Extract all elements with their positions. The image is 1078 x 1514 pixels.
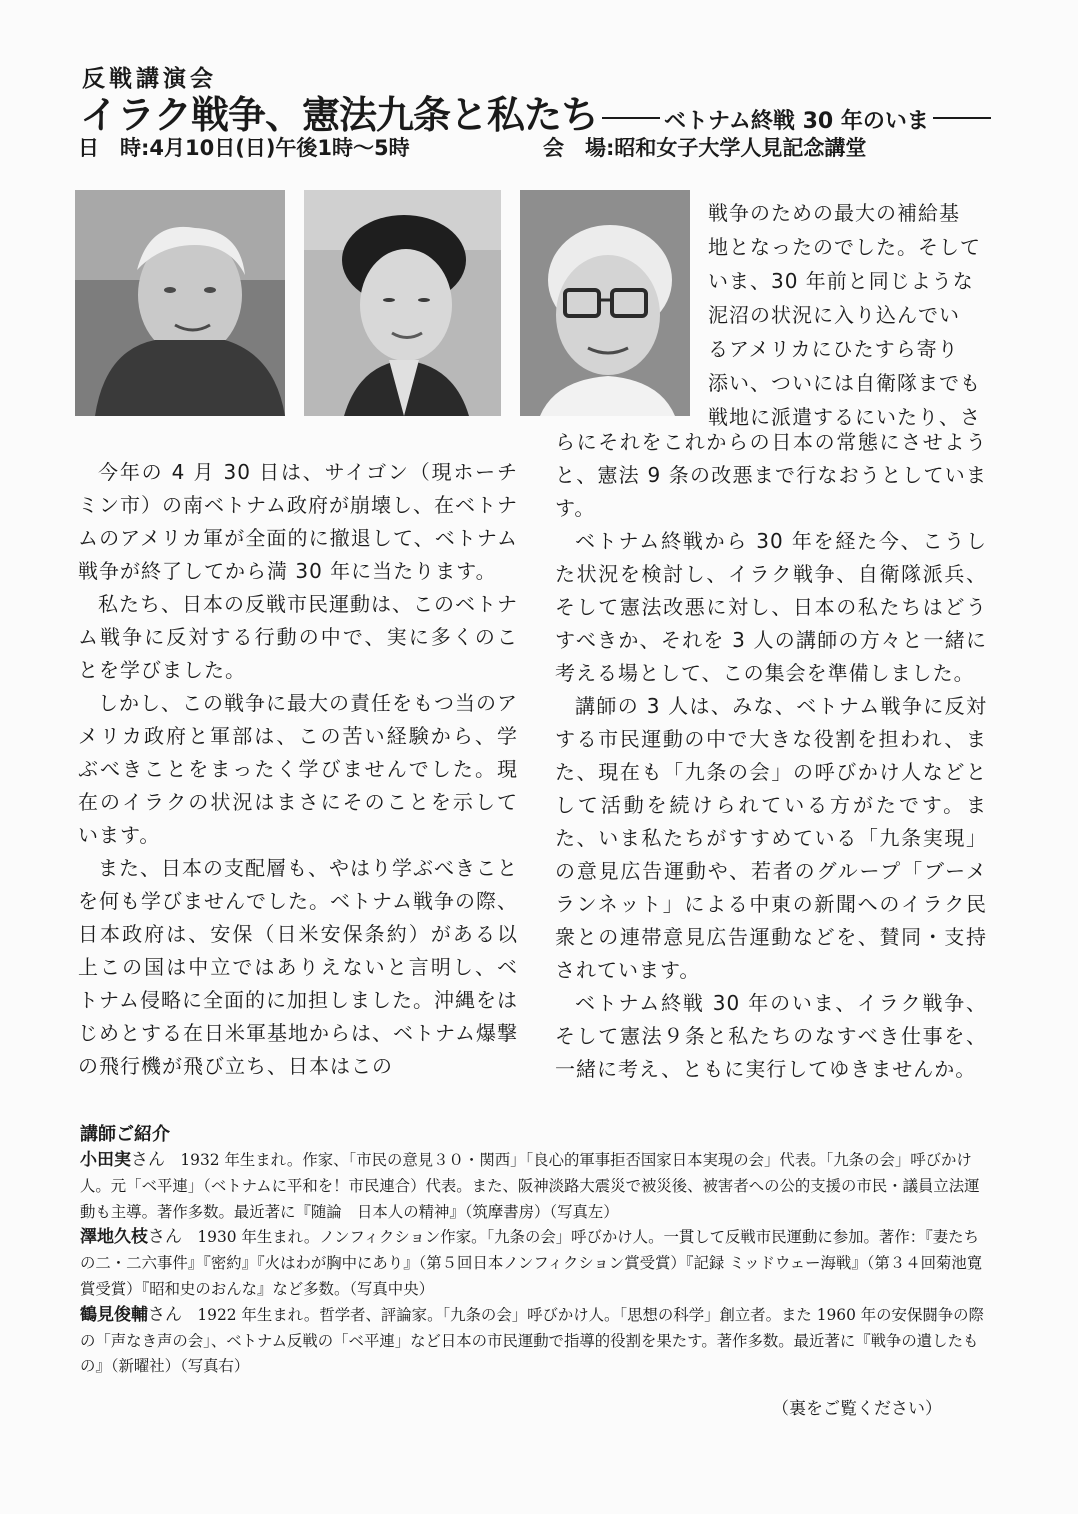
right-paragraph: ベトナム終戦から 30 年を経た今、こうした状況を検討し、イラク戦争、自衛隊派兵、そして憲法改悪に対し、日本の私たちはどうすべきか、それを 3 人の講師の方々と一緒に考える場として、この集会を準備しました。 <box>555 529 987 685</box>
title-dash-right <box>933 117 991 119</box>
speaker-bio <box>80 1148 985 1225</box>
speaker-honorific: さん <box>148 1227 182 1248</box>
speakers-heading: 講師ご紹介 <box>80 1124 170 1145</box>
right-column-top <box>708 196 990 434</box>
speaker-bio <box>80 1225 985 1302</box>
right-paragraph: 講師の 3 人は、みな、ベトナム戦争に反対する市民運動の中で大きな役割を担われ、また、現在も「九条の会」の呼びかけ人などとして活動を続けられている方がたです。また、いま私たちがすすめている「九条実現」の意見広告運動や、若者のグループ「ブーメランネット」による中東の新聞へのイラク民衆との連帯意見広告運動などを、賛同・支持されています。 <box>555 694 987 982</box>
right-top-line: 地となったのでした。そして <box>708 235 981 259</box>
right-continuation: らにそれをこれからの日本の常態にさせようと、憲法 9 条の改悪まで行なおうとしています。 <box>555 430 987 520</box>
speaker-bio-text: 1930 年生まれ。ノンフィクション作家。「九条の会」呼びかけ人。一貫して反戦市民運動に参加。著作：『妻たちの二・二六事件』『密約』『火はわが胸中にあり』（第５回日本ノンフィクション賞受賞）『記録 ミッドウェー海戦』（第３４回菊池寛賞受賞）『昭和史のおんな』など多数。（写真中央） <box>80 1228 983 1298</box>
right-paragraph: ベトナム終戦 30 年のいま、イラク戦争、そして憲法９条と私たちのなすべき仕事を、一緒に考え、ともに実行してゆきませんか。 <box>555 991 987 1081</box>
left-column <box>78 456 518 1083</box>
speaker-honorific: さん <box>148 1304 182 1325</box>
event-venue <box>543 132 866 162</box>
venue-value: 昭和女子大学人見記念講堂 <box>614 136 867 160</box>
speaker-bio-text: 1922 年生まれ。哲学者、評論家。「九条の会」呼びかけ人。「思想の科学」創立者。また 1960 年の安保闘争の際の「声なき声の会」、ベトナム反戦の「ベ平連」など日本の市民運動で指導的役割を果たす。著作多数。最近著に『戦争の遺したもの』（新曜社）（写真右） <box>80 1305 984 1376</box>
title-dash-left <box>602 117 660 119</box>
left-paragraph: 今年の 4 月 30 日は、サイゴン（現ホーチミン市）の南ベトナム政府が崩壊し、在ベトナムのアメリカ軍が全面的に撤退して、ベトナム戦争が終了してから満 30 年に当たります。 <box>78 460 518 583</box>
speaker-name: 鶴見俊輔 <box>80 1304 148 1325</box>
speaker-bios <box>80 1148 985 1380</box>
title-main: イラク戦争、憲法九条と私たち <box>80 93 599 137</box>
speaker-photo-left <box>75 190 285 416</box>
speaker-name: 小田実 <box>80 1150 131 1170</box>
footer-note: （裏をご覧ください） <box>772 1399 942 1419</box>
speaker-bio <box>80 1303 985 1380</box>
date-label: 日 時: <box>78 136 150 160</box>
right-top-line: 戦地に派遣するにいたり、さ <box>708 405 981 429</box>
right-column-bottom <box>555 426 987 1086</box>
speaker-bio-text: 1932 年生まれ。作家、「市民の意見３０・関西」「良心的軍事拒否国家日本実現の会」代表。「九条の会」呼びかけ人。元「ベ平連」（ベトナムに平和を！市民連合）代表。また、阪神淡路大震災で被災後、被害者への公的支援の市民・議員立法運動も主導。著作多数。最近著に『随論 日本人の精神』（筑摩書房）（写真左） <box>80 1151 980 1221</box>
speaker-name: 澤地久枝 <box>80 1227 148 1248</box>
left-paragraph: 私たち、日本の反戦市民運動は、このベトナム戦争に反対する行動の中で、実に多くのことを学びました。 <box>78 592 518 682</box>
event-kicker: 反戦講演会 <box>82 66 217 92</box>
right-top-line: いま、30 年前と同じような <box>708 269 974 293</box>
right-top-line: 添い、ついには自衛隊までも <box>708 371 981 395</box>
speaker-photo-right <box>520 190 690 416</box>
event-date <box>78 132 410 162</box>
right-top-line: るアメリカにひたすら寄り <box>708 337 959 361</box>
event-title <box>80 84 995 139</box>
speaker-photo-center <box>304 190 501 416</box>
left-paragraph: また、日本の支配層も、やはり学ぶべきことを何も学びませんでした。ベトナム戦争の際、日本政府は、安保（日米安保条約）がある以上この国は中立ではありえないと言明し、ベトナム侵略に全面的に加担しました。沖縄をはじめとする在日米軍基地からは、ベトナム爆撃の飛行機が飛び立ち、日本はこの <box>78 856 518 1078</box>
right-top-line: 戦争のための最大の補給基 <box>708 201 960 225</box>
right-top-line: 泥沼の状況に入り込んでい <box>708 303 960 327</box>
left-paragraph: しかし、この戦争に最大の責任をもつ当のアメリカ政府と軍部は、この苦い経験から、学ぶべきことをまったく学びませんでした。現在のイラクの状況はまさにそのことを示しています。 <box>78 691 518 847</box>
date-value: 4月10日(日)午後1時〜5時 <box>149 136 410 160</box>
title-subtitle: ベトナム終戦 30 年のいま <box>664 109 929 134</box>
venue-label: 会 場: <box>543 136 615 160</box>
speaker-honorific: さん <box>131 1150 165 1170</box>
